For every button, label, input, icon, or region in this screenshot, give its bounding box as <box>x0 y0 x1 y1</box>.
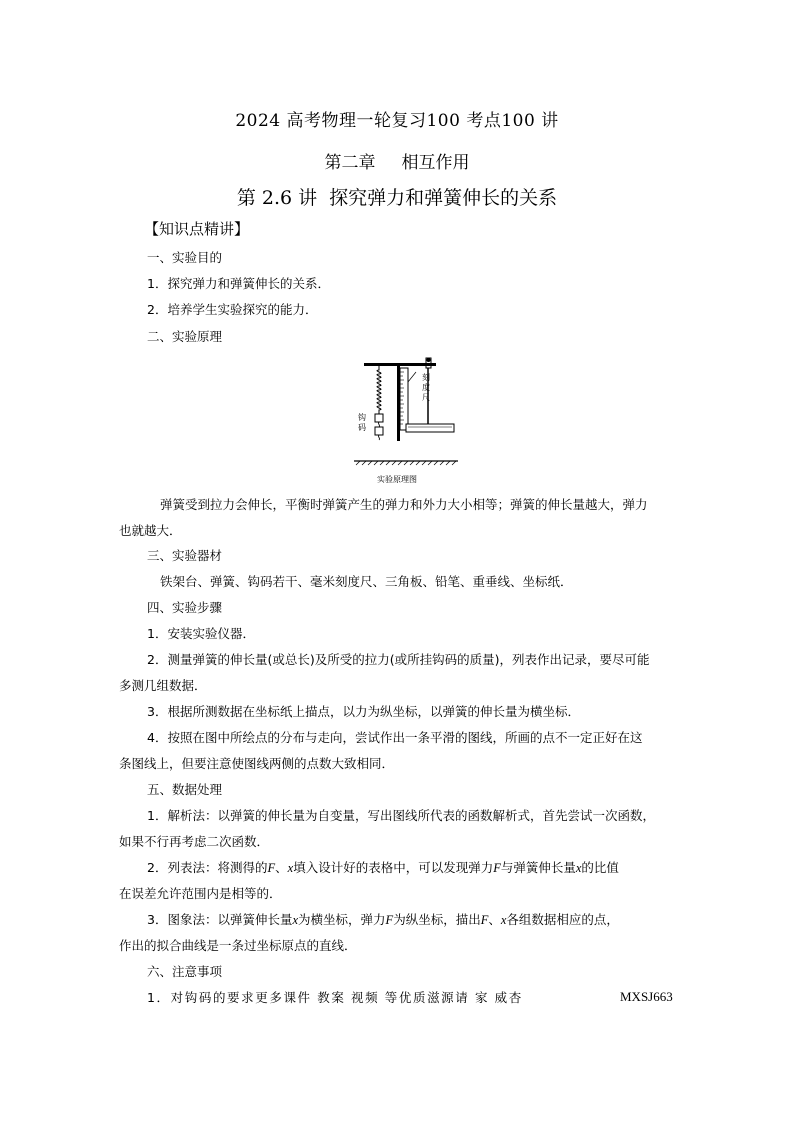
section-label: 【知识点精讲】 <box>144 220 250 238</box>
notes-heading: 六、注意事项 <box>147 964 223 979</box>
method-2-text-c: 填入设计好的表格中，可以发现弹力 <box>293 860 494 875</box>
principle-text-1: 弹簧受到拉力会伸长，平衡时弹簧产生的弹力和外力大小相等；弹簧的伸长量越大，弹力 <box>160 497 648 512</box>
data-processing-heading: 五、数据处理 <box>147 782 223 797</box>
step-1: 1．安装实验仪器． <box>147 626 255 641</box>
variable-F: F <box>493 861 501 875</box>
variable-F: F <box>480 913 489 927</box>
stand-base <box>406 424 454 432</box>
step-4-line-1: 4．按照在图中所绘点的分布与走向，尝试作出一条平滑的图线，所画的点不一定正好在这 <box>147 730 643 745</box>
document-code: MXSJ663 <box>620 989 673 1004</box>
lecture-title <box>0 183 794 210</box>
weights-label-1: 钩 <box>358 413 366 422</box>
method-3-line-2: 作出的拟合曲线是一条过坐标原点的直线． <box>119 938 357 953</box>
spring <box>377 366 381 414</box>
ruler-label-1: 刻 <box>422 373 430 382</box>
principle-text-2: 也就越大． <box>119 523 182 538</box>
equipment-heading: 三、实验器材 <box>147 548 223 563</box>
weight-2 <box>375 427 383 435</box>
method-2-text-a: 2．列表法：将测得的 <box>147 860 268 875</box>
method-1-line-1: 1．解析法：以弹簧的伸长量为自变量，写出图线所代表的函数解析式，首先尝试一次函数， <box>147 808 655 823</box>
variable-x: x <box>292 913 299 927</box>
method-2-text-b: 、 <box>275 860 288 875</box>
lecture-number: 第 2.6 讲 <box>236 187 318 209</box>
step-2-line-2: 多测几组数据． <box>119 678 207 693</box>
step-3: 3．根据所测数据在坐标纸上描点，以力为纵坐标，以弹簧的伸长量为横坐标． <box>147 704 580 719</box>
step-2-line-1: 2．测量弹簧的伸长量(或总长)及所受的拉力(或所挂钩码的质量)，列表作出记录，要尽可能 <box>147 652 650 667</box>
document-title: 2024 高考物理一轮复习100 考点100 讲 <box>235 111 559 131</box>
method-2-text-d: 与弹簧伸长量 <box>500 860 576 875</box>
method-3-line-1 <box>147 912 619 928</box>
variable-F: F <box>385 913 394 927</box>
spring-apparatus-diagram <box>350 356 460 474</box>
chapter-number: 第二章 <box>324 153 376 173</box>
variable-F: F <box>267 861 276 875</box>
method-2-line-1 <box>147 860 619 876</box>
method-2-text-e: 的比值 <box>581 860 619 875</box>
equipment-text: 铁架台、弹簧、钩码若干、毫米刻度尺、三角板、铅笔、重垂线、坐标纸． <box>160 574 573 589</box>
experiment-principle-figure <box>350 356 460 486</box>
method-3-text-b: 为横坐标，弹力 <box>298 912 386 927</box>
chapter-name: 相互作用 <box>401 153 470 173</box>
ruler-label-3: 尺 <box>422 393 430 402</box>
method-3-text-e: 各组数据相应的点， <box>506 912 619 927</box>
purpose-item-1: 1．探究弹力和弹簧伸长的关系． <box>147 276 330 291</box>
variable-x: x <box>500 913 507 927</box>
step-4-line-2: 条图线上，但要注意使图线两侧的点数大致相同． <box>119 756 395 771</box>
ruler-label-2: 度 <box>422 383 430 392</box>
weights-label-2: 码 <box>358 423 366 432</box>
variable-x: x <box>287 861 294 875</box>
method-1-line-2: 如果不行再考虑二次函数． <box>119 834 270 849</box>
purpose-heading: 一、实验目的 <box>147 250 223 265</box>
variable-x: x <box>575 861 582 875</box>
weight-1 <box>375 414 383 422</box>
lecture-name: 探究弹力和弹簧伸长的关系 <box>329 187 558 209</box>
note-1: 1．对钩码的要求更多课件 教案 视频 等优质滋源请 家 威杏 <box>147 990 523 1005</box>
method-3-text-d: 、 <box>488 912 501 927</box>
chapter-title <box>0 148 794 173</box>
principle-heading: 二、实验原理 <box>147 329 223 344</box>
purpose-item-2: 2．培养学生实验探究的能力． <box>147 302 318 317</box>
method-2-line-2: 在误差允许范围内是相等的． <box>119 886 282 901</box>
ruler <box>400 368 408 430</box>
method-3-text-c: 为纵坐标，描出 <box>393 912 481 927</box>
method-3-text-a: 3．图象法：以弹簧伸长量 <box>147 912 293 927</box>
steps-heading: 四、实验步骤 <box>147 600 223 615</box>
figure-caption: 实验原理图 <box>377 475 417 484</box>
